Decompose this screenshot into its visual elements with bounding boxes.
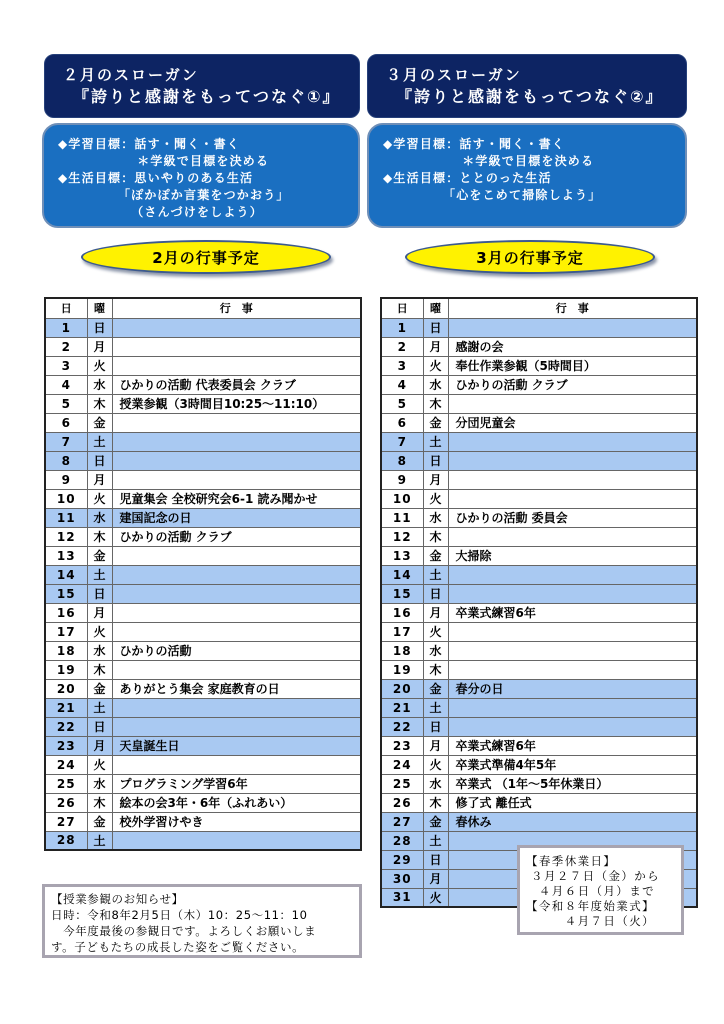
- weekday-cell: 金: [423, 812, 448, 831]
- event-cell: [448, 451, 697, 470]
- day-cell: 25: [381, 774, 423, 793]
- weekday-cell: 木: [87, 394, 112, 413]
- weekday-cell: 水: [423, 774, 448, 793]
- table-row: [45, 432, 361, 451]
- mar-goal-line: ◆生活目標：ととのった生活: [383, 171, 552, 185]
- day-cell: 22: [381, 717, 423, 736]
- event-cell: [448, 584, 697, 603]
- event-cell: 建国記念の日: [112, 508, 361, 527]
- table-row: [381, 356, 697, 375]
- day-cell: 19: [45, 660, 87, 679]
- table-row: [381, 755, 697, 774]
- feb-goals-box: [42, 123, 360, 228]
- event-cell: 春休み: [448, 812, 697, 831]
- feb-schedule-title: 2月の行事予定: [81, 240, 331, 274]
- event-cell: [112, 584, 361, 603]
- weekday-cell: 金: [87, 812, 112, 831]
- header-day: 日: [381, 298, 423, 318]
- notice-line: 日時：令和8年2月5日（木）10：25～11：10: [51, 908, 308, 922]
- weekday-cell: 水: [423, 375, 448, 394]
- table-row: [381, 470, 697, 489]
- table-row: [381, 337, 697, 356]
- day-cell: 21: [381, 698, 423, 717]
- event-cell: [112, 755, 361, 774]
- header-weekday: 曜: [87, 298, 112, 318]
- weekday-cell: 日: [423, 318, 448, 337]
- day-cell: 9: [381, 470, 423, 489]
- event-cell: 授業参観（3時間目10:25～11:10）: [112, 394, 361, 413]
- weekday-cell: 水: [87, 641, 112, 660]
- weekday-cell: 火: [423, 888, 448, 907]
- event-cell: [448, 622, 697, 641]
- table-row: [45, 318, 361, 337]
- day-cell: 17: [45, 622, 87, 641]
- table-row: [381, 394, 697, 413]
- weekday-cell: 日: [87, 318, 112, 337]
- table-row: [45, 546, 361, 565]
- table-row: [45, 736, 361, 755]
- table-row: [381, 717, 697, 736]
- day-cell: 29: [381, 850, 423, 869]
- event-cell: [448, 318, 697, 337]
- table-row: [45, 641, 361, 660]
- event-cell: 大掃除: [448, 546, 697, 565]
- weekday-cell: 月: [423, 470, 448, 489]
- day-cell: 28: [381, 831, 423, 850]
- event-cell: [112, 356, 361, 375]
- event-cell: プログラミング学習6年: [112, 774, 361, 793]
- weekday-cell: 金: [423, 413, 448, 432]
- day-cell: 25: [45, 774, 87, 793]
- weekday-cell: 水: [87, 774, 112, 793]
- day-cell: 15: [381, 584, 423, 603]
- day-cell: 5: [45, 394, 87, 413]
- table-row: [381, 679, 697, 698]
- weekday-cell: 金: [87, 546, 112, 565]
- table-row: [45, 394, 361, 413]
- table-row: [45, 508, 361, 527]
- event-cell: [112, 622, 361, 641]
- day-cell: 21: [45, 698, 87, 717]
- table-row: [381, 812, 697, 831]
- event-cell: [112, 660, 361, 679]
- day-cell: 20: [45, 679, 87, 698]
- day-cell: 16: [381, 603, 423, 622]
- weekday-cell: 月: [87, 337, 112, 356]
- weekday-cell: 木: [87, 527, 112, 546]
- event-cell: ありがとう集会 家庭教育の日: [112, 679, 361, 698]
- feb-goal-line: ◆学習目標：話す・聞く・書く: [58, 137, 241, 151]
- mar-schedule-table: [380, 297, 698, 908]
- table-row: [381, 318, 697, 337]
- table-row: [381, 584, 697, 603]
- day-cell: 24: [381, 755, 423, 774]
- day-cell: 7: [381, 432, 423, 451]
- table-row: [381, 527, 697, 546]
- day-cell: 18: [381, 641, 423, 660]
- event-cell: [112, 546, 361, 565]
- weekday-cell: 月: [423, 869, 448, 888]
- table-row: [381, 603, 697, 622]
- weekday-cell: 土: [87, 831, 112, 850]
- table-row: [381, 660, 697, 679]
- break-line: 【令和８年度始業式】: [526, 899, 655, 913]
- event-cell: ひかりの活動 委員会: [448, 508, 697, 527]
- day-cell: 20: [381, 679, 423, 698]
- weekday-cell: 金: [423, 546, 448, 565]
- break-line: ３月２７日（金）から: [526, 869, 661, 883]
- weekday-cell: 月: [87, 470, 112, 489]
- event-cell: 児童集会 全校研究会6-1 読み聞かせ: [112, 489, 361, 508]
- day-cell: 15: [45, 584, 87, 603]
- event-cell: [448, 394, 697, 413]
- weekday-cell: 火: [423, 489, 448, 508]
- event-cell: 校外学習けやき: [112, 812, 361, 831]
- table-row: [45, 812, 361, 831]
- event-cell: [112, 603, 361, 622]
- weekday-cell: 日: [423, 850, 448, 869]
- event-cell: ひかりの活動 クラブ: [448, 375, 697, 394]
- table-row: [45, 622, 361, 641]
- table-row: [45, 375, 361, 394]
- event-cell: [112, 831, 361, 850]
- weekday-cell: 火: [423, 356, 448, 375]
- weekday-cell: 金: [423, 679, 448, 698]
- weekday-cell: 金: [87, 679, 112, 698]
- day-cell: 31: [381, 888, 423, 907]
- notice-line: す。子どもたちの成長した姿をご覧ください。: [51, 940, 305, 954]
- event-cell: [448, 641, 697, 660]
- header-weekday: 曜: [423, 298, 448, 318]
- weekday-cell: 水: [87, 375, 112, 394]
- weekday-cell: 木: [87, 793, 112, 812]
- day-cell: 19: [381, 660, 423, 679]
- table-row: [45, 527, 361, 546]
- weekday-cell: 土: [423, 698, 448, 717]
- weekday-cell: 火: [87, 489, 112, 508]
- mar-goals-box: [367, 123, 687, 228]
- day-cell: 22: [45, 717, 87, 736]
- event-cell: ひかりの活動 クラブ: [112, 527, 361, 546]
- notice-line: 【授業参観のお知らせ】: [51, 892, 184, 906]
- day-cell: 5: [381, 394, 423, 413]
- table-row: [45, 413, 361, 432]
- table-row: [45, 451, 361, 470]
- day-cell: 27: [381, 812, 423, 831]
- day-cell: 13: [381, 546, 423, 565]
- event-cell: [448, 565, 697, 584]
- day-cell: 6: [45, 413, 87, 432]
- weekday-cell: 月: [87, 736, 112, 755]
- table-row: [45, 565, 361, 584]
- table-row: [381, 698, 697, 717]
- event-cell: [448, 432, 697, 451]
- feb-goal-line: ＊学級で目標を決める: [58, 154, 270, 168]
- event-cell: [112, 318, 361, 337]
- table-row: [45, 489, 361, 508]
- day-cell: 12: [381, 527, 423, 546]
- event-cell: 卒業式準備4年5年: [448, 755, 697, 774]
- feb-goal-line: ◆生活目標：思いやりのある生活: [58, 171, 254, 185]
- weekday-cell: 火: [423, 755, 448, 774]
- table-row: [381, 375, 697, 394]
- weekday-cell: 日: [87, 717, 112, 736]
- weekday-cell: 月: [423, 736, 448, 755]
- day-cell: 7: [45, 432, 87, 451]
- day-cell: 30: [381, 869, 423, 888]
- weekday-cell: 土: [423, 831, 448, 850]
- weekday-cell: 日: [87, 584, 112, 603]
- table-header-row: [45, 298, 361, 318]
- notice-line: 今年度最後の参観日です。よろしくお願いしま: [51, 924, 317, 938]
- table-row: [381, 774, 697, 793]
- weekday-cell: 木: [423, 660, 448, 679]
- event-cell: [448, 489, 697, 508]
- weekday-cell: 日: [423, 584, 448, 603]
- class-observation-notice: [42, 884, 362, 958]
- table-header-row: [381, 298, 697, 318]
- weekday-cell: 木: [423, 793, 448, 812]
- event-cell: [112, 717, 361, 736]
- feb-goal-line: （さんづけをしよう）: [58, 205, 263, 219]
- event-cell: 修了式 離任式: [448, 793, 697, 812]
- event-cell: 感謝の会: [448, 337, 697, 356]
- feb-slogan-box: [44, 54, 360, 118]
- event-cell: 奉仕作業参観（5時間目）: [448, 356, 697, 375]
- weekday-cell: 土: [423, 565, 448, 584]
- header-event: 行 事: [112, 298, 361, 318]
- event-cell: 卒業式練習6年: [448, 603, 697, 622]
- mar-goal-line: ◆学習目標：話す・聞く・書く: [383, 137, 566, 151]
- break-line: ４月６日（月）まで: [526, 884, 655, 898]
- day-cell: 12: [45, 527, 87, 546]
- day-cell: 8: [45, 451, 87, 470]
- day-cell: 10: [381, 489, 423, 508]
- event-cell: [448, 470, 697, 489]
- table-row: [45, 831, 361, 850]
- spring-break-notice: [517, 845, 684, 935]
- weekday-cell: 日: [423, 717, 448, 736]
- mar-goal-line: ＊学級で目標を決める: [383, 154, 595, 168]
- table-row: [45, 337, 361, 356]
- header-day: 日: [45, 298, 87, 318]
- event-cell: [112, 698, 361, 717]
- table-row: [45, 774, 361, 793]
- event-cell: 春分の日: [448, 679, 697, 698]
- mar-slogan-box: [367, 54, 687, 118]
- mar-slogan-text: 『誇りと感謝をもってつなぐ②』: [396, 87, 664, 106]
- day-cell: 14: [381, 565, 423, 584]
- table-row: [381, 622, 697, 641]
- day-cell: 4: [381, 375, 423, 394]
- weekday-cell: 火: [423, 622, 448, 641]
- event-cell: ひかりの活動 代表委員会 クラブ: [112, 375, 361, 394]
- weekday-cell: 金: [87, 413, 112, 432]
- mar-slogan-title: ３月のスローガン: [386, 66, 522, 84]
- feb-slogan-text: 『誇りと感謝をもってつなぐ①』: [73, 87, 341, 106]
- table-row: [381, 489, 697, 508]
- feb-goal-line: 「ぽかぽか言葉をつかおう」: [58, 188, 290, 202]
- table-row: [381, 508, 697, 527]
- event-cell: [448, 660, 697, 679]
- day-cell: 18: [45, 641, 87, 660]
- weekday-cell: 木: [423, 394, 448, 413]
- event-cell: [448, 527, 697, 546]
- day-cell: 23: [381, 736, 423, 755]
- table-row: [45, 755, 361, 774]
- day-cell: 26: [381, 793, 423, 812]
- weekday-cell: 火: [87, 356, 112, 375]
- table-row: [45, 603, 361, 622]
- event-cell: 絵本の会3年・6年（ふれあい）: [112, 793, 361, 812]
- day-cell: 27: [45, 812, 87, 831]
- table-row: [45, 717, 361, 736]
- day-cell: 6: [381, 413, 423, 432]
- event-cell: [112, 470, 361, 489]
- weekday-cell: 木: [423, 527, 448, 546]
- day-cell: 8: [381, 451, 423, 470]
- event-cell: 分団児童会: [448, 413, 697, 432]
- table-row: [45, 793, 361, 812]
- table-row: [45, 470, 361, 489]
- day-cell: 3: [381, 356, 423, 375]
- day-cell: 11: [381, 508, 423, 527]
- table-row: [45, 679, 361, 698]
- event-cell: 天皇誕生日: [112, 736, 361, 755]
- weekday-cell: 土: [87, 432, 112, 451]
- day-cell: 23: [45, 736, 87, 755]
- event-cell: [112, 565, 361, 584]
- table-row: [381, 565, 697, 584]
- day-cell: 11: [45, 508, 87, 527]
- weekday-cell: 木: [87, 660, 112, 679]
- day-cell: 1: [381, 318, 423, 337]
- table-row: [381, 641, 697, 660]
- event-cell: [448, 698, 697, 717]
- event-cell: [112, 432, 361, 451]
- weekday-cell: 土: [87, 565, 112, 584]
- day-cell: 26: [45, 793, 87, 812]
- weekday-cell: 水: [423, 508, 448, 527]
- day-cell: 4: [45, 375, 87, 394]
- day-cell: 13: [45, 546, 87, 565]
- break-line: ４月７日（火）: [526, 914, 655, 928]
- day-cell: 24: [45, 755, 87, 774]
- table-row: [381, 546, 697, 565]
- day-cell: 14: [45, 565, 87, 584]
- break-line: 【春季休業日】: [526, 854, 617, 868]
- day-cell: 10: [45, 489, 87, 508]
- weekday-cell: 水: [87, 508, 112, 527]
- day-cell: 1: [45, 318, 87, 337]
- weekday-cell: 土: [87, 698, 112, 717]
- weekday-cell: 日: [423, 451, 448, 470]
- table-row: [381, 793, 697, 812]
- feb-slogan-title: ２月のスローガン: [63, 66, 199, 84]
- table-row: [45, 356, 361, 375]
- table-row: [45, 584, 361, 603]
- day-cell: 16: [45, 603, 87, 622]
- mar-goal-line: 「心をこめて掃除しよう」: [383, 188, 602, 202]
- weekday-cell: 水: [423, 641, 448, 660]
- table-row: [381, 432, 697, 451]
- event-cell: [112, 337, 361, 356]
- event-cell: [448, 717, 697, 736]
- weekday-cell: 火: [87, 622, 112, 641]
- event-cell: 卒業式練習6年: [448, 736, 697, 755]
- weekday-cell: 月: [423, 337, 448, 356]
- header-event: 行 事: [448, 298, 697, 318]
- day-cell: 17: [381, 622, 423, 641]
- event-cell: [112, 451, 361, 470]
- event-cell: [112, 413, 361, 432]
- weekday-cell: 火: [87, 755, 112, 774]
- table-row: [45, 698, 361, 717]
- event-cell: ひかりの活動: [112, 641, 361, 660]
- event-cell: 卒業式 （1年～5年休業日）: [448, 774, 697, 793]
- day-cell: 28: [45, 831, 87, 850]
- weekday-cell: 土: [423, 432, 448, 451]
- day-cell: 2: [381, 337, 423, 356]
- table-row: [381, 736, 697, 755]
- mar-schedule-title: 3月の行事予定: [405, 240, 655, 274]
- day-cell: 9: [45, 470, 87, 489]
- day-cell: 3: [45, 356, 87, 375]
- weekday-cell: 日: [87, 451, 112, 470]
- day-cell: 2: [45, 337, 87, 356]
- table-row: [381, 451, 697, 470]
- feb-schedule-table: [44, 297, 362, 851]
- table-row: [45, 660, 361, 679]
- weekday-cell: 月: [423, 603, 448, 622]
- table-row: [381, 413, 697, 432]
- weekday-cell: 月: [87, 603, 112, 622]
